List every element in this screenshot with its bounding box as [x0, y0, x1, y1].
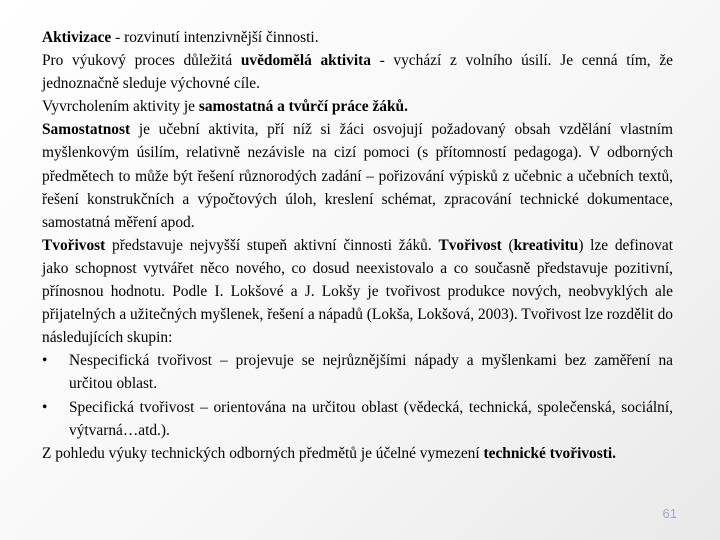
paragraph-tvorivost-mid1: představuje nejvyšší stupeň aktivní činnosti žáků. — [105, 236, 439, 254]
paragraph-closing-before: Z pohledu výuky technických odborných předmětů je účelné vymezení — [42, 444, 484, 462]
bullet-icon: • — [42, 352, 48, 370]
term-technicka-tvorivost: technické tvořivosti. — [483, 444, 616, 462]
paragraph-samostatnost-text: je učební aktivita, pří níž si žáci osvojují požadovaný obsah vzdělání vlastním myšlenkovým úsilím, relativně nezávisle na cizí pomoci (s přítomností pedagoga). V odborných předmětech to může být řešení různorodých zadání – pořizování výpisků z učebnic a učebních textů, řešení konstrukčních a výpočtových úloh, kreslení schémat, zpracování technické dokumentace, samostatná měření apod. — [42, 121, 673, 231]
term-uvedomela-aktivita: uvědomělá aktivita — [240, 52, 371, 70]
term-tvorivost-2: Tvořivost — [438, 236, 502, 254]
paragraph-aktivizace — [42, 26, 673, 49]
term-samostatna-tvurci-prace: samostatná a tvůrčí práce žáků. — [198, 98, 408, 116]
paragraph-uvedomela-aktivita — [42, 49, 673, 95]
paragraph-vyvrcholeni-before: Vyvrcholením aktivity je — [42, 98, 199, 116]
paragraph-closing — [42, 442, 673, 465]
term-samostatnost: Samostatnost — [42, 121, 131, 139]
term-aktivizace: Aktivizace — [42, 29, 112, 46]
paragraph-tvorivost-mid2: ( — [501, 236, 514, 254]
paragraph-samostatnost — [42, 118, 673, 233]
paragraph-tvorivost-text: ) lze definovat jako schopnost vytvářet něco nového, co dosud neexistovalo a co současně představuje pozitivní, přínosnou hodnotu. Podle I. Lokšové a J. Lokšy je tvořivost produkce nových, neobvyklých ale přijatelných a užitečných myšlenek, řešení a nápadů (Lokša, Lokšová, 2003). Tvořivost lze rozdělit do následujících skupin: — [42, 236, 673, 347]
term-tvorivost-1: Tvořivost — [42, 236, 106, 254]
bullet-icon: • — [42, 398, 48, 416]
list-item — [42, 349, 673, 395]
page-number: 61 — [662, 506, 677, 521]
paragraph-uvedomela-before: Pro výukový proces důležitá — [42, 52, 241, 70]
list-item-text: Specifická tvořivost – orientována na určitou oblast (vědecká, technická, společenská, sociální, výtvarná…atd.). — [69, 398, 673, 439]
paragraph-aktivizace-text: - rozvinutí intenzivnější činnosti. — [111, 29, 319, 46]
paragraph-uvedomela-after: - vychází z volního úsilí. Je cenná tím, že jednoznačně sleduje výchovné cíle. — [42, 52, 673, 93]
term-kreativita: kreativitu — [513, 236, 579, 254]
paragraph-tvorivost — [42, 234, 673, 349]
paragraph-vyvrcholeni — [42, 95, 673, 118]
list-item — [42, 396, 673, 442]
list-item-text: Nespecifická tvořivost – projevuje se nejrůznějšími nápady a myšlenkami bez zaměření na určitou oblast. — [69, 352, 673, 393]
slide-body — [42, 26, 673, 465]
